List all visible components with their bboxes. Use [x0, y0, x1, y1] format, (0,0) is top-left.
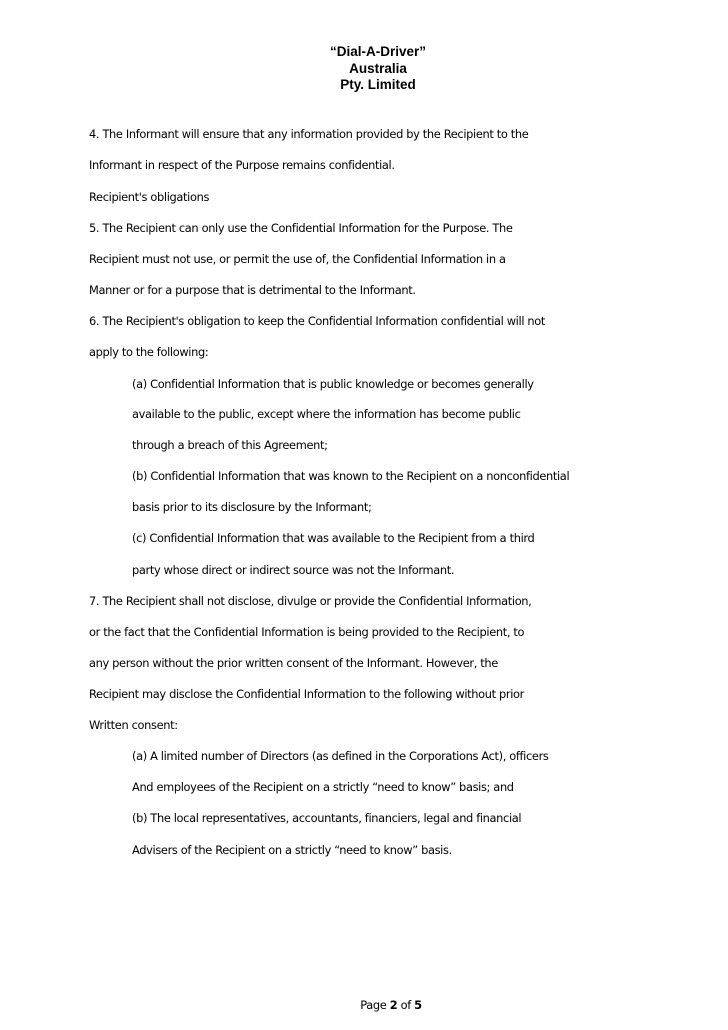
clause-6-line-2: apply to the following:: [89, 345, 209, 359]
clause-4-line-1: 4. The Informant will ensure that any information provided by the Recipient to the: [89, 127, 529, 141]
clause-7a-line-1: (a) A limited number of Directors (as defined in the Corporations Act), officers: [132, 749, 549, 763]
document-header: [0, 44, 728, 94]
company-name: “Dial-A-Driver”: [329, 44, 427, 59]
clause-7b-line-2: Advisers of the Recipient on a strictly “need to know” basis.: [132, 843, 452, 857]
page-word: Page: [360, 998, 387, 1012]
clause-6c-line-2: party whose direct or indirect source was not the Informant.: [132, 563, 455, 577]
clause-5-line-3: Manner or for a purpose that is detrimental to the Informant.: [89, 283, 416, 297]
of-word: of: [400, 998, 411, 1012]
company-type: Pty. Limited: [340, 77, 416, 92]
section-heading-recipient-obligations: Recipient's obligations: [89, 190, 210, 204]
clause-6-line-1: 6. The Recipient's obligation to keep the Confidential Information confidential will not: [89, 314, 546, 328]
clause-7-line-2: or the fact that the Confidential Information is being provided to the Recipient, to: [89, 625, 525, 639]
clause-7-line-1: 7. The Recipient shall not disclose, divulge or provide the Confidential Information,: [89, 594, 532, 608]
clause-4-line-2: Informant in respect of the Purpose remains confidential.: [89, 158, 395, 172]
clause-7a-line-2: And employees of the Recipient on a strictly “need to know” basis; and: [132, 780, 514, 794]
clause-6a-line-2: available to the public, except where the information has become public: [132, 407, 521, 421]
clause-5-line-1: 5. The Recipient can only use the Confidential Information for the Purpose. The: [89, 221, 513, 235]
clause-7b-line-1: (b) The local representatives, accountants, financiers, legal and financial: [132, 811, 522, 825]
company-country: Australia: [349, 60, 407, 76]
clause-7-line-5: Written consent:: [89, 718, 178, 732]
page-footer: [0, 998, 728, 1012]
clause-6a-line-1: (a) Confidential Information that is public knowledge or becomes generally: [132, 377, 534, 391]
clause-6a-line-3: through a breach of this Agreement;: [132, 438, 328, 452]
page-total-number: 5: [414, 998, 422, 1012]
clause-6c-line-1: (c) Confidential Information that was available to the Recipient from a third: [132, 531, 535, 545]
clause-6b-line-1: (b) Confidential Information that was known to the Recipient on a nonconfidential: [132, 469, 570, 483]
clause-7-line-4: Recipient may disclose the Confidential Information to the following without prior: [89, 687, 524, 701]
clause-5-line-2: Recipient must not use, or permit the use of, the Confidential Information in a: [89, 252, 506, 266]
clause-6b-line-2: basis prior to its disclosure by the Informant;: [132, 500, 372, 514]
clause-7-line-3: any person without the prior written consent of the Informant. However, the: [89, 656, 498, 670]
page-current-number: 2: [389, 998, 398, 1012]
